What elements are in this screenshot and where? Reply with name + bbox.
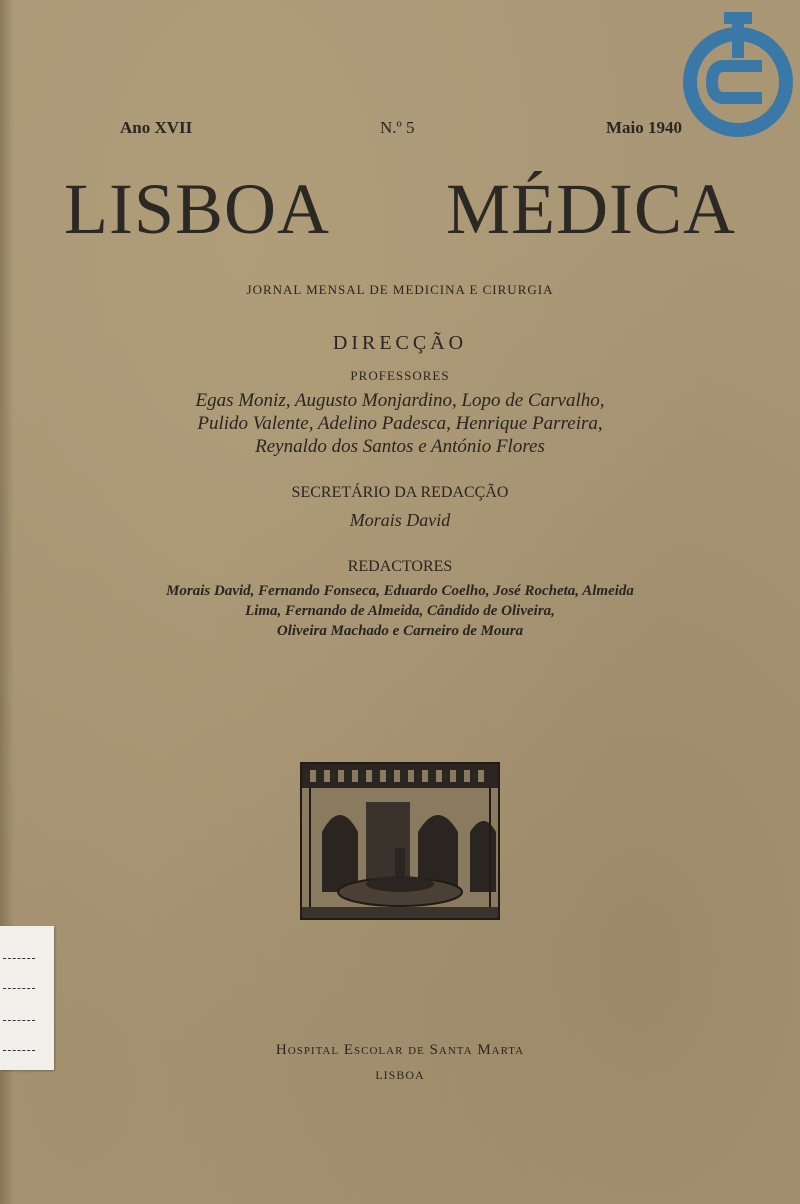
library-stamp-icon [682,8,794,140]
editors-line-2: Lima, Fernando de Almeida, Cândido de Oliveira, [245,603,555,619]
journal-title-left: LISBOA [63,169,330,249]
direction-heading: DIRECÇÃO [332,332,468,354]
volume-year: Ano XVII [120,118,193,137]
direction-line-3: Reynaldo dos Santos e António Flores [255,436,545,457]
publisher-name [0,1042,800,1059]
publisher-city: LISBOA [375,1068,425,1082]
shelf-label-line [3,958,35,959]
journal-title [0,168,800,251]
shelf-label-line [3,1050,35,1051]
journal-subtitle: JORNAL MENSAL DE MEDICINA E CIRURGIA [246,282,554,297]
direction-line-1: Egas Moniz, Augusto Monjardino, Lopo de Carvalho, [195,390,605,411]
shelf-label [0,926,54,1070]
secretary-heading: SECRETÁRIO DA REDACÇÃO [291,484,509,501]
shelf-label-line [3,988,35,989]
shelf-label-line [3,1020,35,1021]
editors-heading: REDACTORES [347,558,453,575]
publisher-name-text: Hospital Escolar de Santa Marta [275,1042,525,1058]
issue-number: N.º 5 [380,118,415,137]
direction-line-2: Pulido Valente, Adelino Padesca, Henrique Parreira, [197,413,603,434]
direction-role: PROFESSORES [350,368,450,383]
journal-title-right: MÉDICA [446,169,736,249]
issue-date: Maio 1940 [606,118,683,137]
editors-line-3: Oliveira Machado e Carneiro de Moura [276,623,524,639]
secretary-name: Morais David [349,510,451,530]
editors-line-1: Morais David, Fernando Fonseca, Eduardo Coelho, José Rocheta, Almeida [166,583,634,599]
cloister-engraving-image [300,762,500,920]
